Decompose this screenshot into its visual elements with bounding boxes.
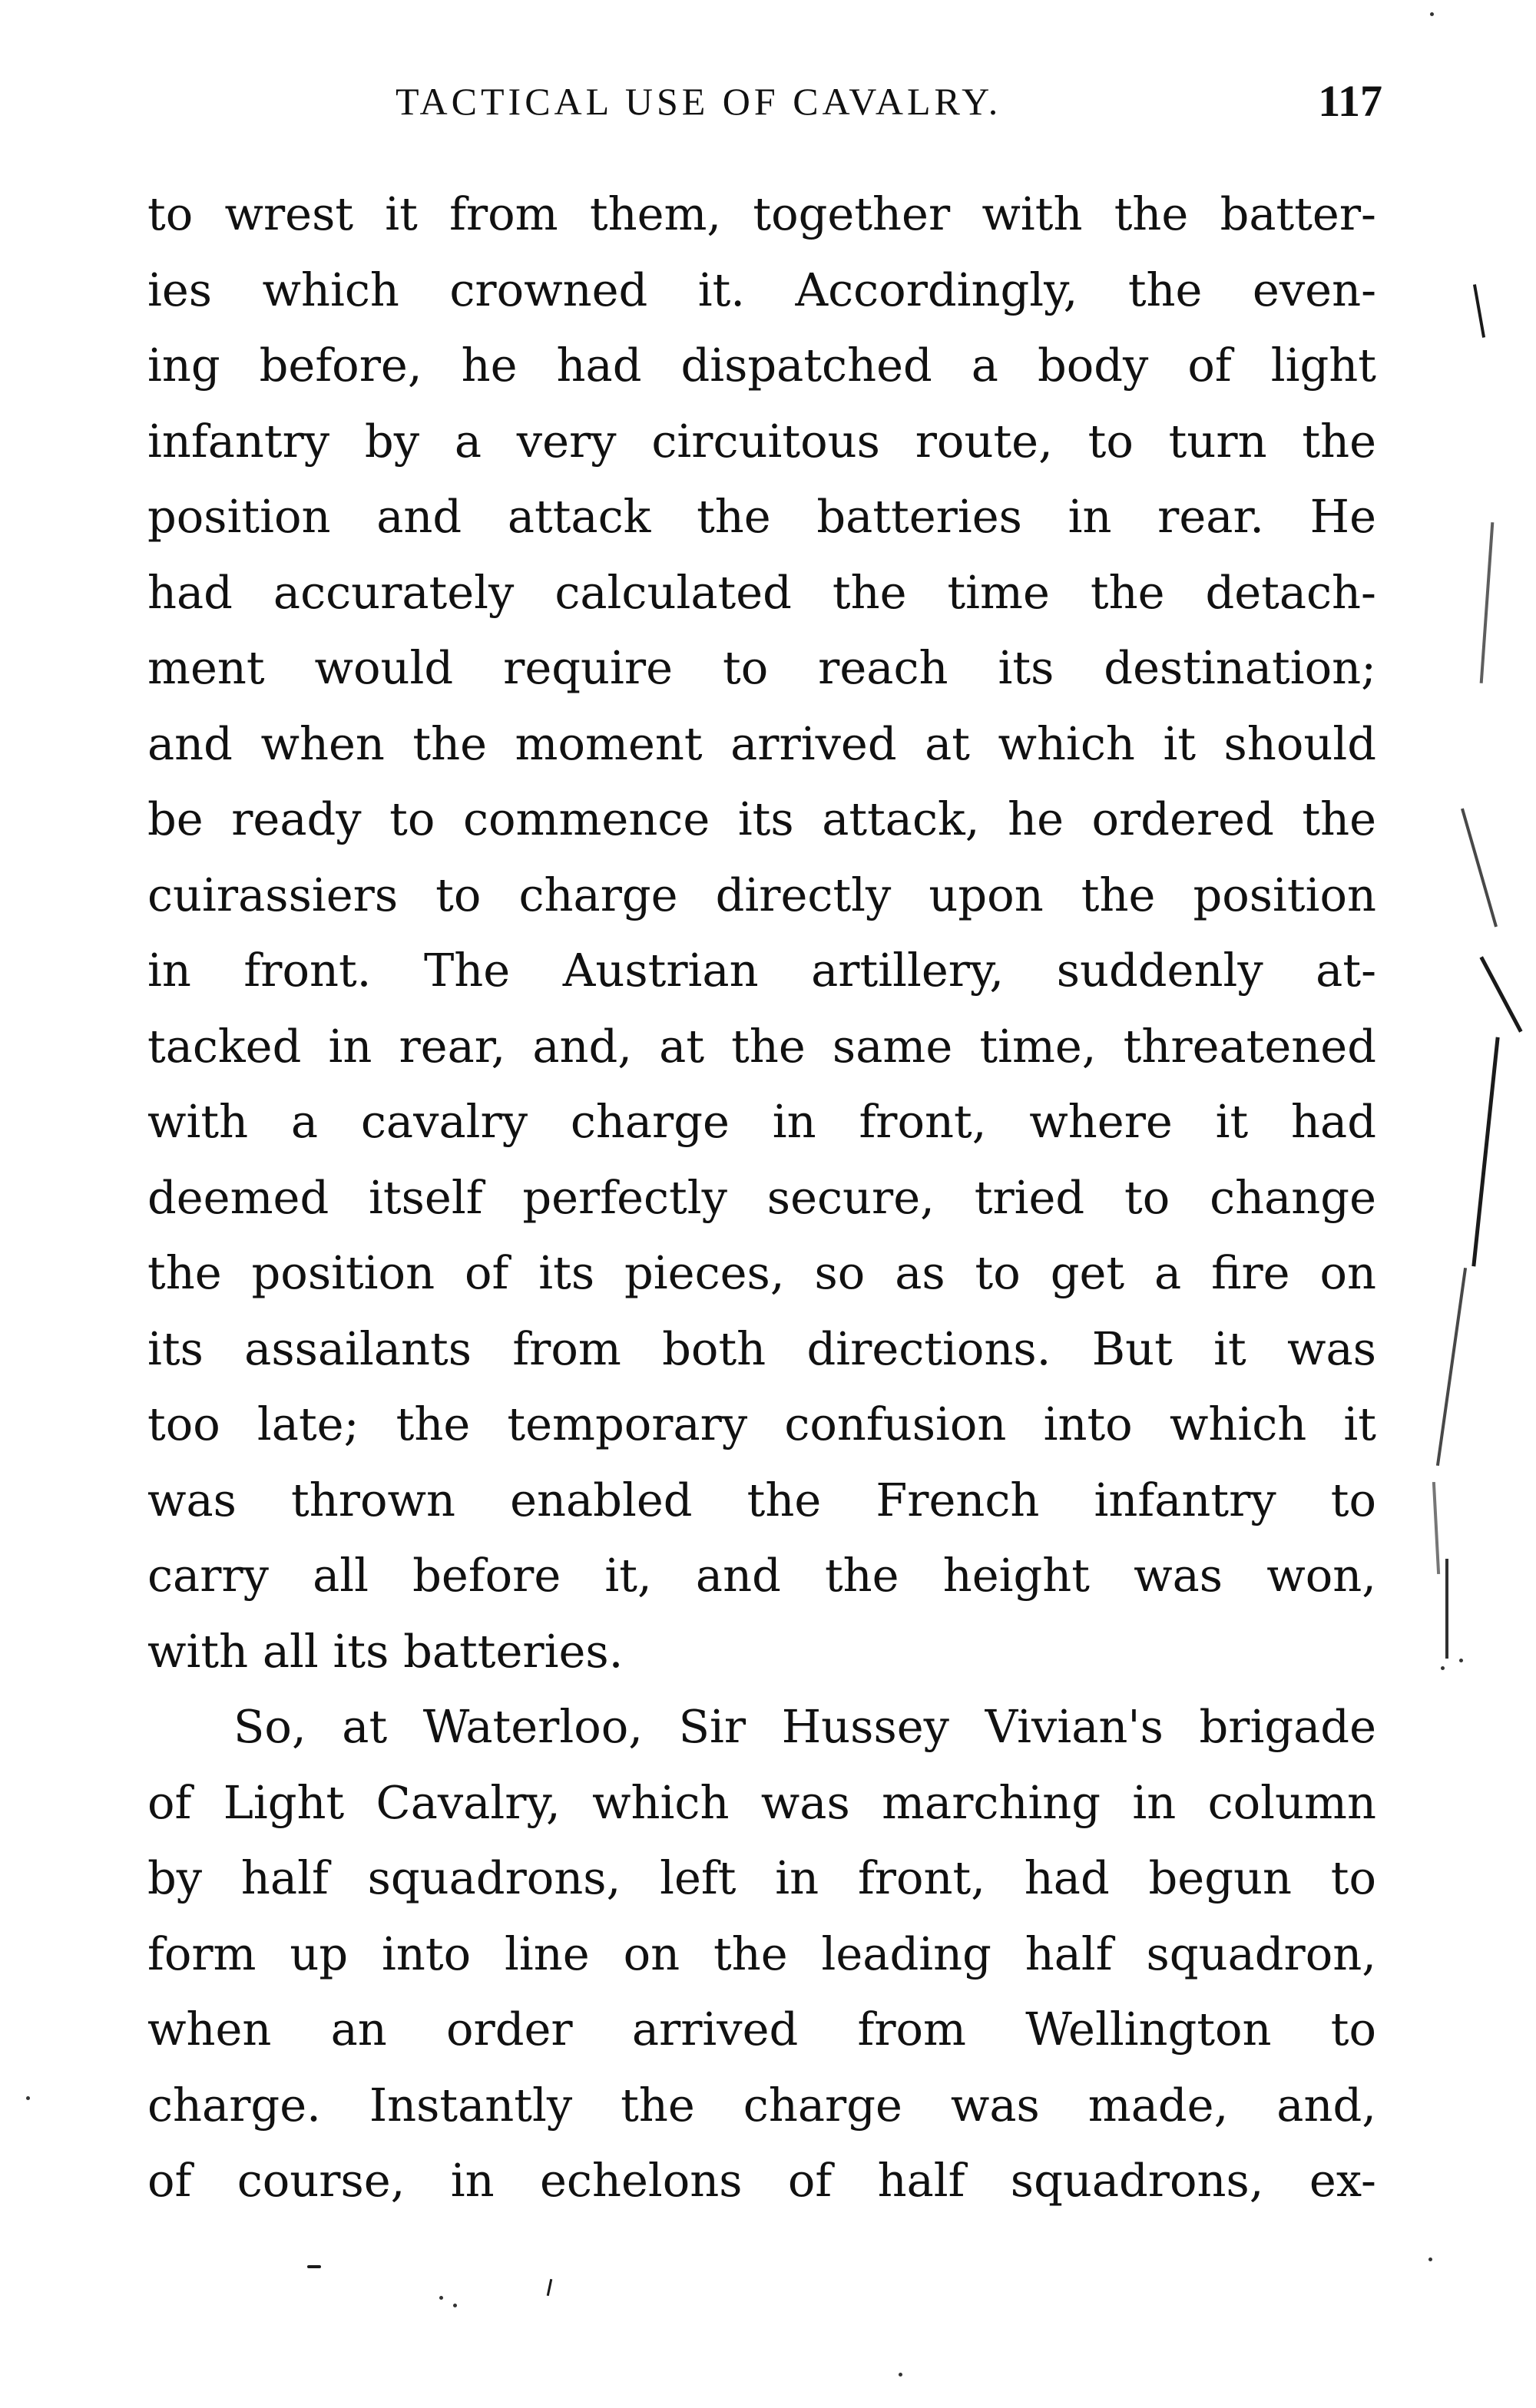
text-line: be ready to commence its attack, he ordered the: [147, 792, 1376, 845]
text-line: ment would require to reach its destination;: [147, 641, 1376, 694]
text-line: tacked in rear, and, at the same time, threatened: [147, 1019, 1376, 1073]
text-line: with all its batteries.: [147, 1624, 624, 1678]
running-title: TACTICAL USE OF CAVALRY.: [396, 80, 1002, 123]
text-line: cuirassiers to charge directly upon the position: [147, 868, 1376, 921]
text-line: to wrest it from them, together with the batter-: [147, 187, 1376, 240]
body-text: [147, 177, 1376, 2219]
text-line: its assailants from both directions. But it was: [147, 1321, 1376, 1375]
margin-pencil-mark: [1473, 284, 1485, 338]
text-line: too late; the temporary confusion into which it: [147, 1398, 1376, 1450]
scan-speck: [899, 2373, 902, 2377]
paragraph-1: [147, 177, 1376, 1689]
text-line: with a cavalry charge in front, where it had: [147, 1095, 1376, 1148]
text-line: the position of its pieces, so as to get a fire on: [147, 1246, 1376, 1299]
margin-pencil-mark: [1432, 1482, 1440, 1574]
scan-speck: [1441, 1666, 1445, 1670]
scan-speck: [1430, 12, 1434, 16]
text-line: form up into line on the leading half squadron,: [147, 1927, 1376, 1980]
margin-pencil-mark: [1436, 1268, 1467, 1466]
scan-speck: [1428, 2258, 1432, 2261]
margin-pencil-mark: [307, 2265, 321, 2268]
text-line: So, at Waterloo, Sir Hussey Vivian's brigade: [233, 1700, 1376, 1753]
running-head: [146, 71, 1382, 132]
text-line: of Light Cavalry, which was marching in column: [147, 1775, 1376, 1829]
scan-speck: [439, 2296, 443, 2300]
text-line: ing before, he had dispatched a body of light: [147, 339, 1376, 392]
text-line: deemed itself perfectly secure, tried to change: [147, 1170, 1376, 1224]
text-line: ies which crowned it. Accordingly, the even-: [147, 263, 1376, 316]
text-line: carry all before it, and the height was won,: [147, 1549, 1376, 1602]
text-line: in front. The Austrian artillery, suddenly at-: [147, 944, 1376, 997]
text-line: and when the moment arrived at which it should: [147, 716, 1376, 770]
text-line: charge. Instantly the charge was made, and,: [147, 2078, 1376, 2132]
margin-pencil-mark: [1445, 1559, 1448, 1659]
text-line: when an order arrived from Wellington to: [147, 2003, 1376, 2056]
margin-pencil-mark: [1471, 1037, 1499, 1267]
text-line: was thrown enabled the French infantry to: [147, 1473, 1376, 1526]
scan-speck: [453, 2304, 457, 2307]
paragraph-2: [147, 1689, 1376, 2219]
margin-pencil-mark: [547, 2279, 553, 2296]
text-line: by half squadrons, left in front, had begun to: [147, 1851, 1376, 1904]
margin-pencil-mark: [1479, 956, 1522, 1032]
text-line: infantry by a very circuitous route, to turn the: [147, 414, 1376, 468]
text-line: of course, in echelons of half squadrons, ex-: [147, 2154, 1376, 2207]
text-line: had accurately calculated the time the detach-: [147, 565, 1376, 619]
margin-pencil-mark: [1461, 809, 1498, 928]
text-line: position and attack the batteries in rear. He: [147, 490, 1376, 543]
margin-pencil-mark: [1480, 522, 1495, 683]
scan-speck: [1459, 1659, 1463, 1662]
scan-speck: [26, 2096, 30, 2100]
page-number: 117: [1318, 76, 1382, 126]
